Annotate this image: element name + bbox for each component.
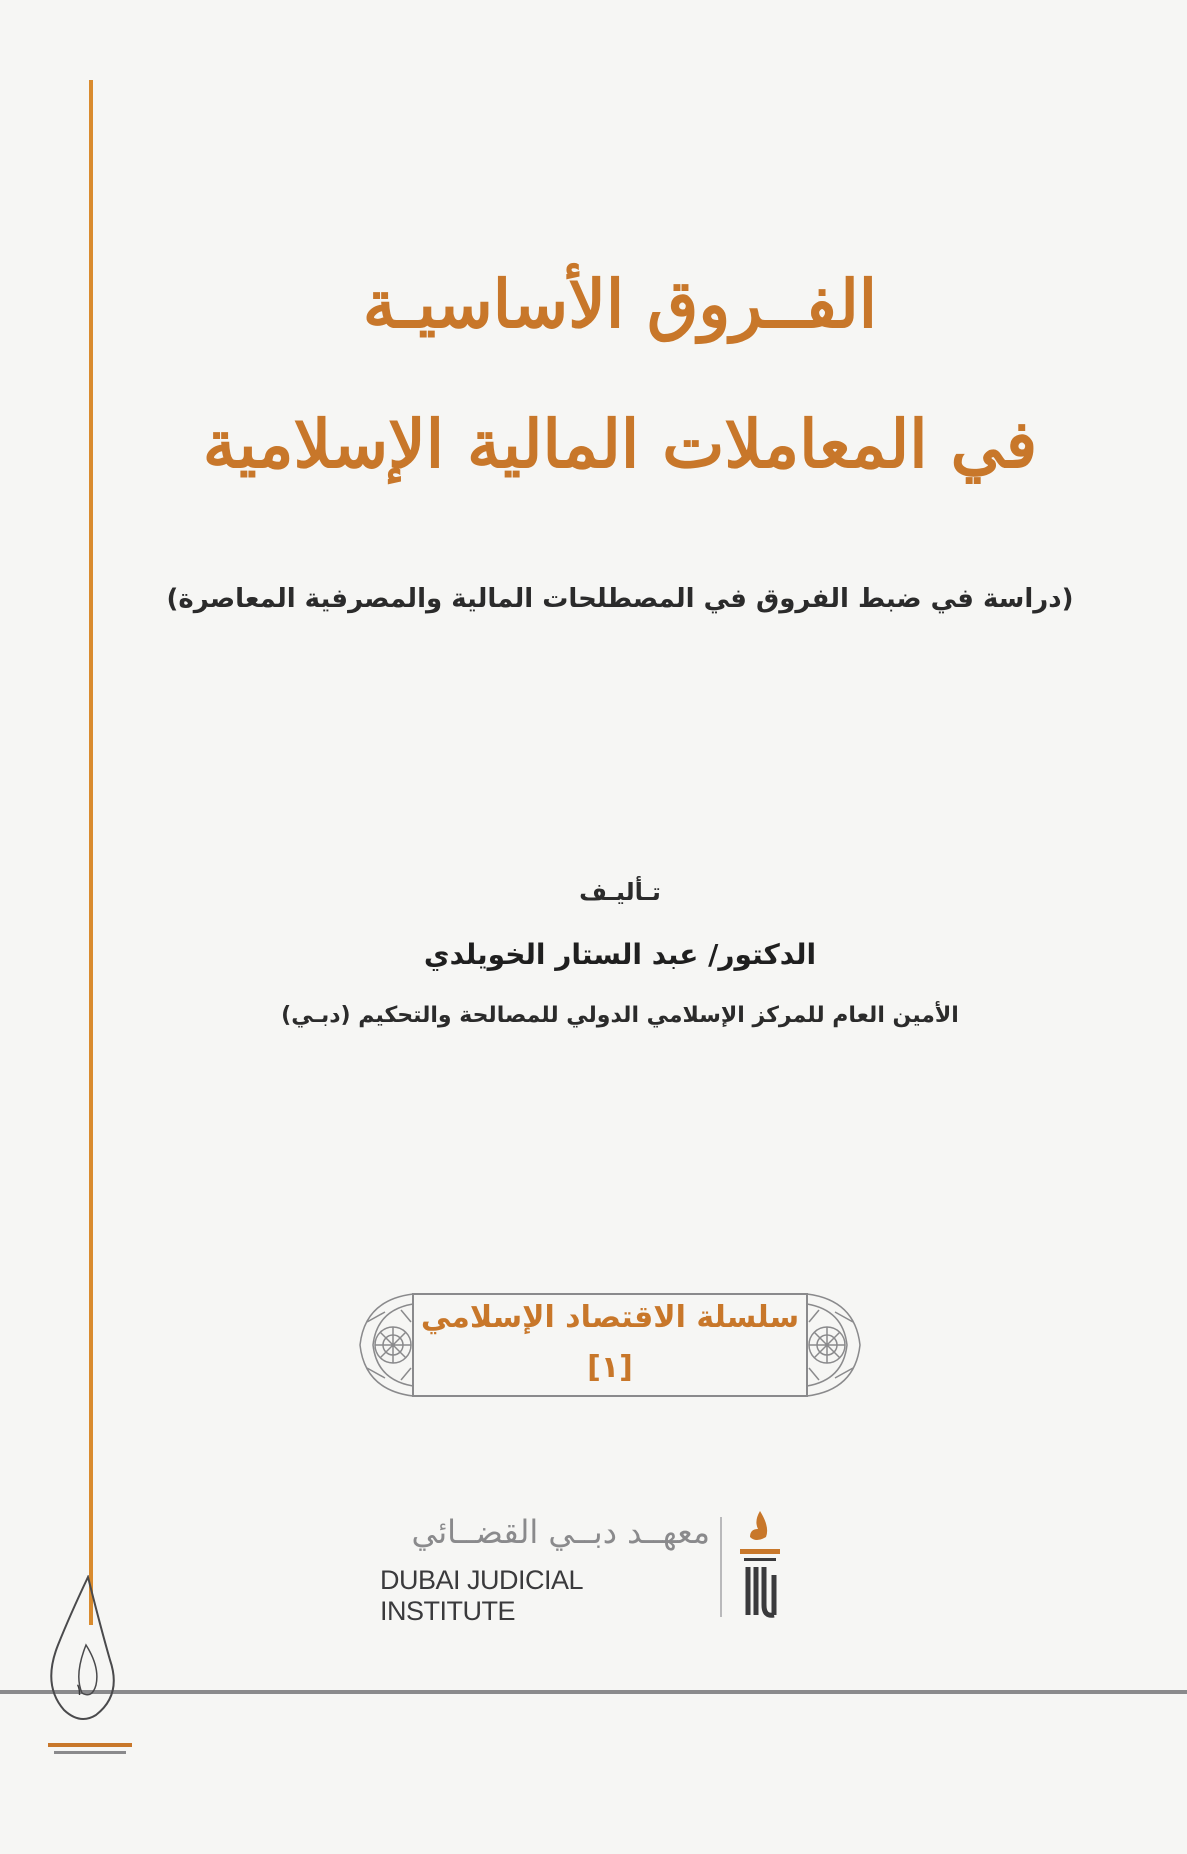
- vertical-rule: [89, 80, 93, 1625]
- series-number: [١]: [587, 1350, 633, 1385]
- lamp-flame-icon: [30, 1575, 140, 1780]
- authorship-label: تـأليـف: [579, 878, 661, 906]
- bottom-rule: [0, 1690, 1187, 1694]
- series-cartouche: [355, 1282, 865, 1408]
- title-line-2: في المعاملات المالية الإسلامية: [202, 405, 1038, 483]
- publisher-name-english: DUBAI JUDICIAL INSTITUTE: [380, 1565, 583, 1626]
- author-name: الدكتور/ عبد الستار الخويلدي: [423, 938, 817, 971]
- publisher-name-arabic: معهــد دبــي القضــائي: [411, 1513, 710, 1551]
- title-line-1: الفــروق الأساسيـة: [362, 265, 878, 343]
- logo-divider: [720, 1517, 722, 1617]
- page-number: ١: [74, 1680, 84, 1699]
- institute-logo-icon: [730, 1505, 790, 1635]
- subtitle: (دراسة في ضبط الفروق في المصطلحات المالية والمصرفية المعاصرة): [166, 584, 1074, 614]
- author-position: الأمين العام للمركز الإسلامي الدولي للمصالحة والتحكيم (دبـي): [281, 1003, 959, 1028]
- publisher-logo: [380, 1505, 800, 1635]
- series-title: سلسلة الاقتصاد الإسلامي: [420, 1300, 800, 1335]
